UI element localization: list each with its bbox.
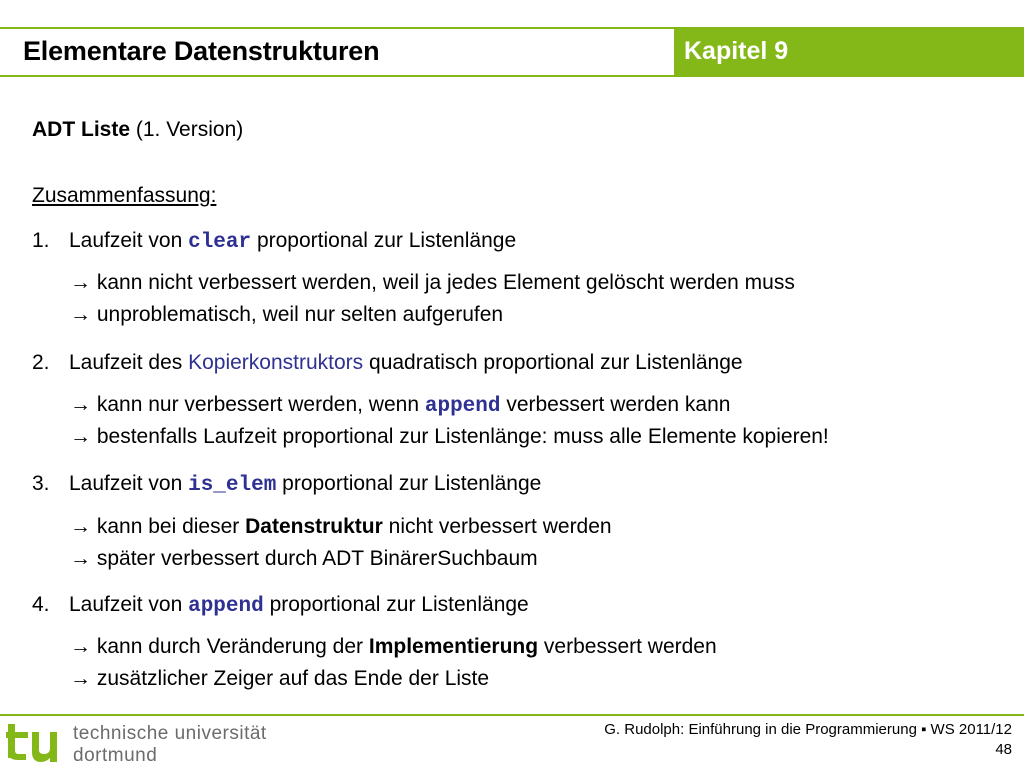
item-text-post: proportional zur Listenlänge	[269, 593, 529, 616]
sub-text: → unproblematisch, weil nur selten aufgerufen	[70, 303, 504, 326]
sub-text	[70, 393, 730, 418]
item-text-post: proportional zur Listenlänge	[282, 472, 542, 495]
item-number: 1.	[32, 229, 50, 252]
section-heading	[32, 118, 243, 142]
summary-label-text: Zusammenfassung:	[32, 184, 217, 207]
sub-text-post: verbessert werden kann	[506, 393, 731, 416]
sub-text: → zusätzlicher Zeiger auf das Ende der Liste	[70, 667, 490, 690]
link-kopierkonstruktor[interactable]: Kopierkonstruktors	[188, 351, 364, 374]
item-number: 4.	[32, 593, 50, 616]
sub-text	[70, 635, 717, 659]
code-is-elem: is_elem	[188, 474, 277, 497]
slide-title: Elementare Datenstrukturen	[23, 36, 380, 66]
item-text-pre: Laufzeit von	[69, 593, 183, 616]
heading-rest: (1. Version)	[135, 118, 244, 141]
slide-header	[0, 0, 1024, 78]
item-number: 2.	[32, 351, 50, 374]
tu-logo-icon	[6, 718, 68, 764]
sub-text-post: nicht verbessert werden	[388, 515, 612, 538]
sub-text: → später verbessert durch ADT BinärerSuchbaum	[70, 547, 538, 570]
code-append: append	[424, 395, 501, 418]
sub-text-pre: → kann nur verbessert werden, wenn	[70, 393, 420, 416]
university-name-line1: technische universität	[73, 723, 267, 744]
summary-label	[32, 184, 216, 208]
university-name	[73, 723, 267, 767]
item-text-pre: Laufzeit von	[69, 229, 183, 252]
sub-text: → bestenfalls Laufzeit proportional zur Listenlänge: muss alle Elemente kopieren!	[70, 425, 829, 448]
university-name-line2: dortmund	[73, 745, 158, 766]
item-text-pre: Laufzeit von	[69, 472, 183, 495]
sub-text	[70, 515, 612, 539]
page-number: 48	[995, 741, 1012, 758]
item-number: 3.	[32, 472, 50, 495]
footer-credit: G. Rudolph: Einführung in die Programmierung ▪ WS 2011/12	[604, 721, 1012, 738]
chapter-label: Kapitel 9	[684, 37, 789, 65]
sub-text-pre: → kann bei dieser	[70, 515, 240, 538]
item-text	[69, 472, 541, 497]
item-text	[69, 593, 529, 618]
code-append: append	[188, 595, 264, 618]
chapter-badge	[674, 29, 1024, 75]
sub-text: → kann nicht verbessert werden, weil ja jedes Element gelöscht werden muss	[70, 271, 795, 294]
code-clear: clear	[188, 231, 252, 254]
sub-text-bold: Implementierung	[368, 635, 539, 658]
heading-bold: ADT Liste	[32, 118, 131, 141]
item-text-post: proportional zur Listenlänge	[256, 229, 517, 252]
footer-rule	[0, 714, 1024, 716]
item-text	[69, 229, 516, 254]
sub-text-bold: Datenstruktur	[245, 515, 383, 538]
sub-text-pre: → kann durch Veränderung der	[70, 635, 364, 658]
item-text-pre: Laufzeit des	[69, 351, 183, 374]
sub-text-post: verbessert werden	[543, 635, 717, 658]
item-text-post: quadratisch proportional zur Listenlänge	[369, 351, 743, 374]
header-bottom-rule	[0, 75, 1024, 77]
item-text	[69, 351, 743, 375]
